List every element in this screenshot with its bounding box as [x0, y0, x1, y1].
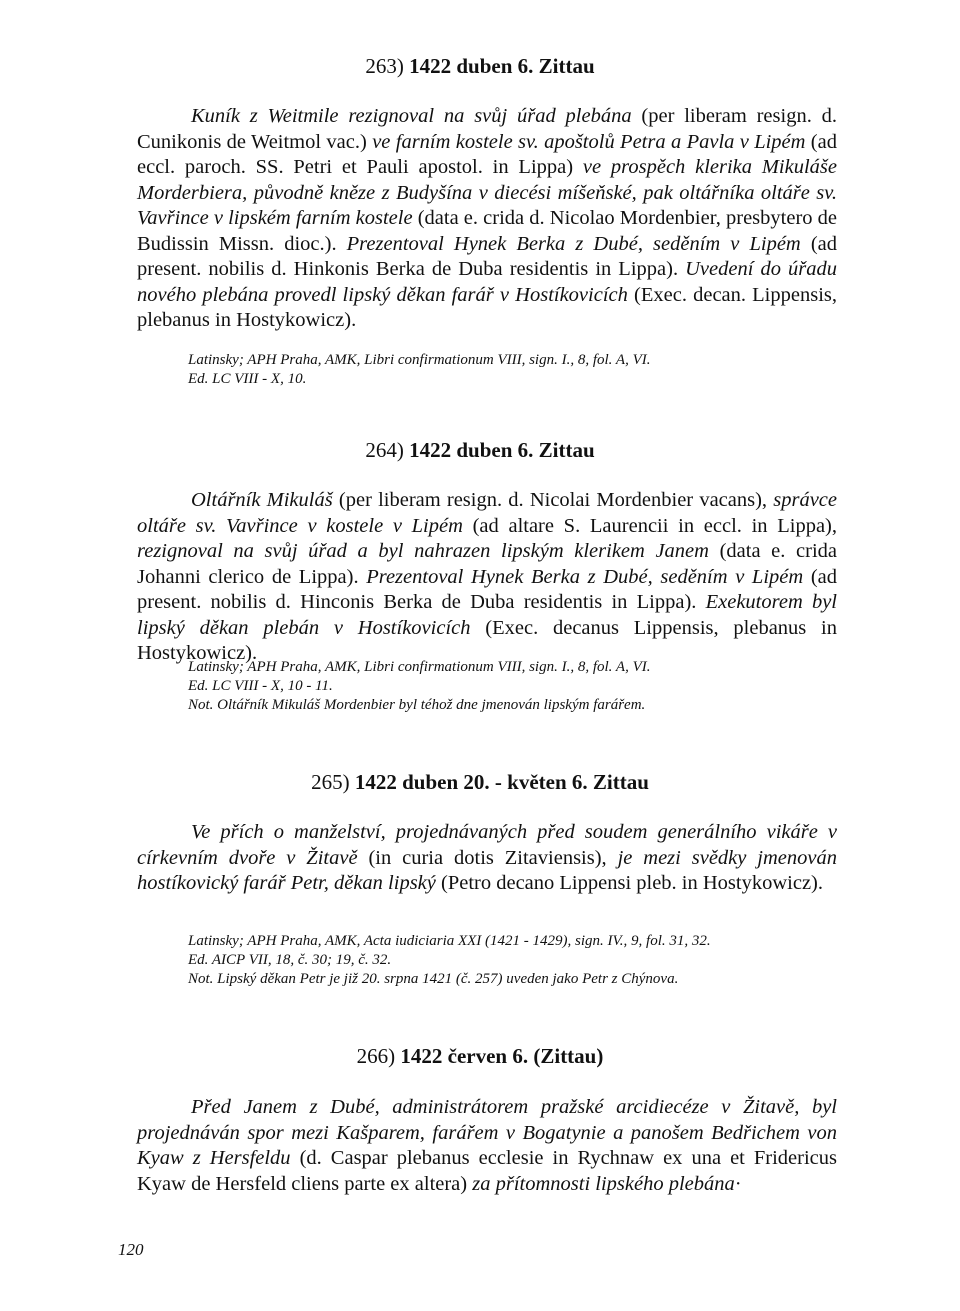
entry-text-265	[137, 820, 837, 897]
note-line: Not. Lipský děkan Petr je již 20. srpna 1421 (č. 257) uveden jako Petr z Chýnova.	[188, 971, 679, 987]
czech-text: Oltářník Mikuláš	[191, 489, 333, 511]
latin-text: (d. Caspar plebanus ecclesie in Rychnaw ex una et Fridericus Kyaw de Hersfeld cliens parte ex altera)	[137, 1147, 837, 1195]
entry-heading-263	[0, 53, 960, 79]
czech-text: Uvedení do úřadu nového plebána provedl lipský děkan farář v Hostíkovicích	[137, 258, 837, 306]
entry-paragraph	[137, 820, 837, 897]
latin-text: (per liberam resign. d. Cunikonis de Weitmol vac.)	[137, 105, 837, 153]
czech-text: za přítomnosti lipského plebána	[472, 1172, 735, 1195]
entry-paragraph	[137, 488, 837, 667]
czech-text: ve farním kostele sv. apoštolů Petra a Pavla v Lipém	[372, 130, 806, 153]
entry-number: 263)	[365, 54, 404, 78]
latin-text: (ad altare S. Laurencii in eccl. in Lippa),	[462, 514, 837, 537]
latin-text: (ad eccl. paroch. SS. Petri et Pauli apostol. in Lippa)	[137, 130, 837, 178]
entry-text-264	[137, 488, 837, 667]
note-line: Latinsky; APH Praha, AMK, Acta iudiciaria XXI (1421 - 1429), sign. IV., 9, fol. 31, 32.	[188, 933, 711, 949]
czech-text: Kuník z Weitmile rezignoval na svůj úřad plebána	[191, 105, 632, 127]
czech-text: Exekutorem byl lipský děkan plebán v Hostíkovicích	[137, 591, 837, 639]
entry-paragraph	[137, 1095, 837, 1197]
latin-text: (in curia dotis Zitaviensis),	[357, 846, 618, 869]
latin-text: (per liberam resign. d. Nicolai Mordenbier vacans),	[332, 489, 774, 511]
entry-date: 1422 červen 6. (Zittau)	[400, 1044, 604, 1068]
czech-text: Před Janem z Dubé, administrátorem pražské arcidiecéze v Žitavě, byl projednáván spor mezi Kašparem, farářem v Bogatynie a panošem Bedřichem von Kyaw z Hersfeldu	[137, 1096, 837, 1169]
entry-notes-263	[188, 351, 838, 389]
note-line: Ed. LC VIII - X, 10 - 11.	[188, 678, 333, 694]
latin-text: (Exec. decan. Lippensis, plebanus in Hostykowicz).	[137, 283, 838, 331]
note-line: Ed. LC VIII - X, 10.	[188, 371, 307, 387]
entry-number: 265)	[311, 770, 350, 794]
entry-date: 1422 duben 6. Zittau	[409, 54, 595, 78]
entry-notes-264	[188, 658, 838, 715]
latin-text: (data e. crida d. Nicolao Mordenbier, presbytero de Budissin Missn. dioc.).	[137, 207, 837, 255]
entry-text-266	[137, 1095, 837, 1197]
page-number: 120	[118, 1240, 144, 1259]
latin-text: (Petro decano Lippensi pleb. in Hostykowicz).	[435, 872, 824, 894]
entry-number: 266)	[356, 1044, 396, 1068]
entry-number: 264)	[365, 438, 404, 462]
latin-text: (Exec. decanus Lippensis, plebanus in Hostykowicz).	[137, 616, 838, 664]
czech-text: Ve přích o manželství, projednávaných před soudem generálního vikáře v církevním dvoře v Žitavě	[137, 821, 837, 869]
entry-heading-265	[0, 769, 960, 795]
latin-text: (ad present. nobilis d. Hinkonis Berka de Duba residentis in Lippa).	[137, 232, 837, 280]
entry-notes-265	[188, 932, 838, 989]
entry-heading-264	[0, 437, 960, 463]
czech-text: Prezentoval Hynek Berka z Dubé, seděním v Lipém	[346, 232, 801, 255]
entry-heading-266	[0, 1043, 960, 1069]
latin-text: ·	[734, 1172, 742, 1195]
entry-date: 1422 duben 6. Zittau	[409, 438, 595, 462]
czech-text: ve prospěch klerika Mikuláše Morderbiera, původně kněze z Budyšína v diecési míšeňské, pak oltářníka oltáře sv. Vavřince v lipském farním kostele	[137, 156, 837, 229]
note-line: Latinsky; APH Praha, AMK, Libri confirmationum VIII, sign. I., 8, fol. A, VI.	[188, 659, 651, 675]
note-line: Latinsky; APH Praha, AMK, Libri confirmationum VIII, sign. I., 8, fol. A, VI.	[188, 352, 651, 368]
latin-text: (ad present. nobilis d. Hinconis Berka de Duba residentis in Lippa).	[137, 565, 838, 613]
latin-text: (data e. crida Johanni clerico de Lippa).	[137, 540, 837, 588]
czech-text: správce oltáře sv. Vavřince v kostele v Lipém	[137, 489, 837, 537]
czech-text: je mezi svědky jmenován hostíkovický farář Petr, děkan lipský	[137, 846, 837, 894]
czech-text: rezignoval na svůj úřad a byl nahrazen lipským klerikem Janem	[137, 540, 709, 562]
entry-text-263	[137, 104, 837, 334]
note-line: Ed. AICP VII, 18, č. 30; 19, č. 32.	[188, 952, 392, 968]
note-line: Not. Oltářník Mikuláš Mordenbier byl téhož dne jmenován lipským farářem.	[188, 697, 646, 713]
entry-paragraph	[137, 104, 837, 334]
czech-text: Prezentoval Hynek Berka z Dubé, seděním v Lipém	[366, 565, 804, 588]
entry-date: 1422 duben 20. - květen 6. Zittau	[354, 770, 649, 794]
